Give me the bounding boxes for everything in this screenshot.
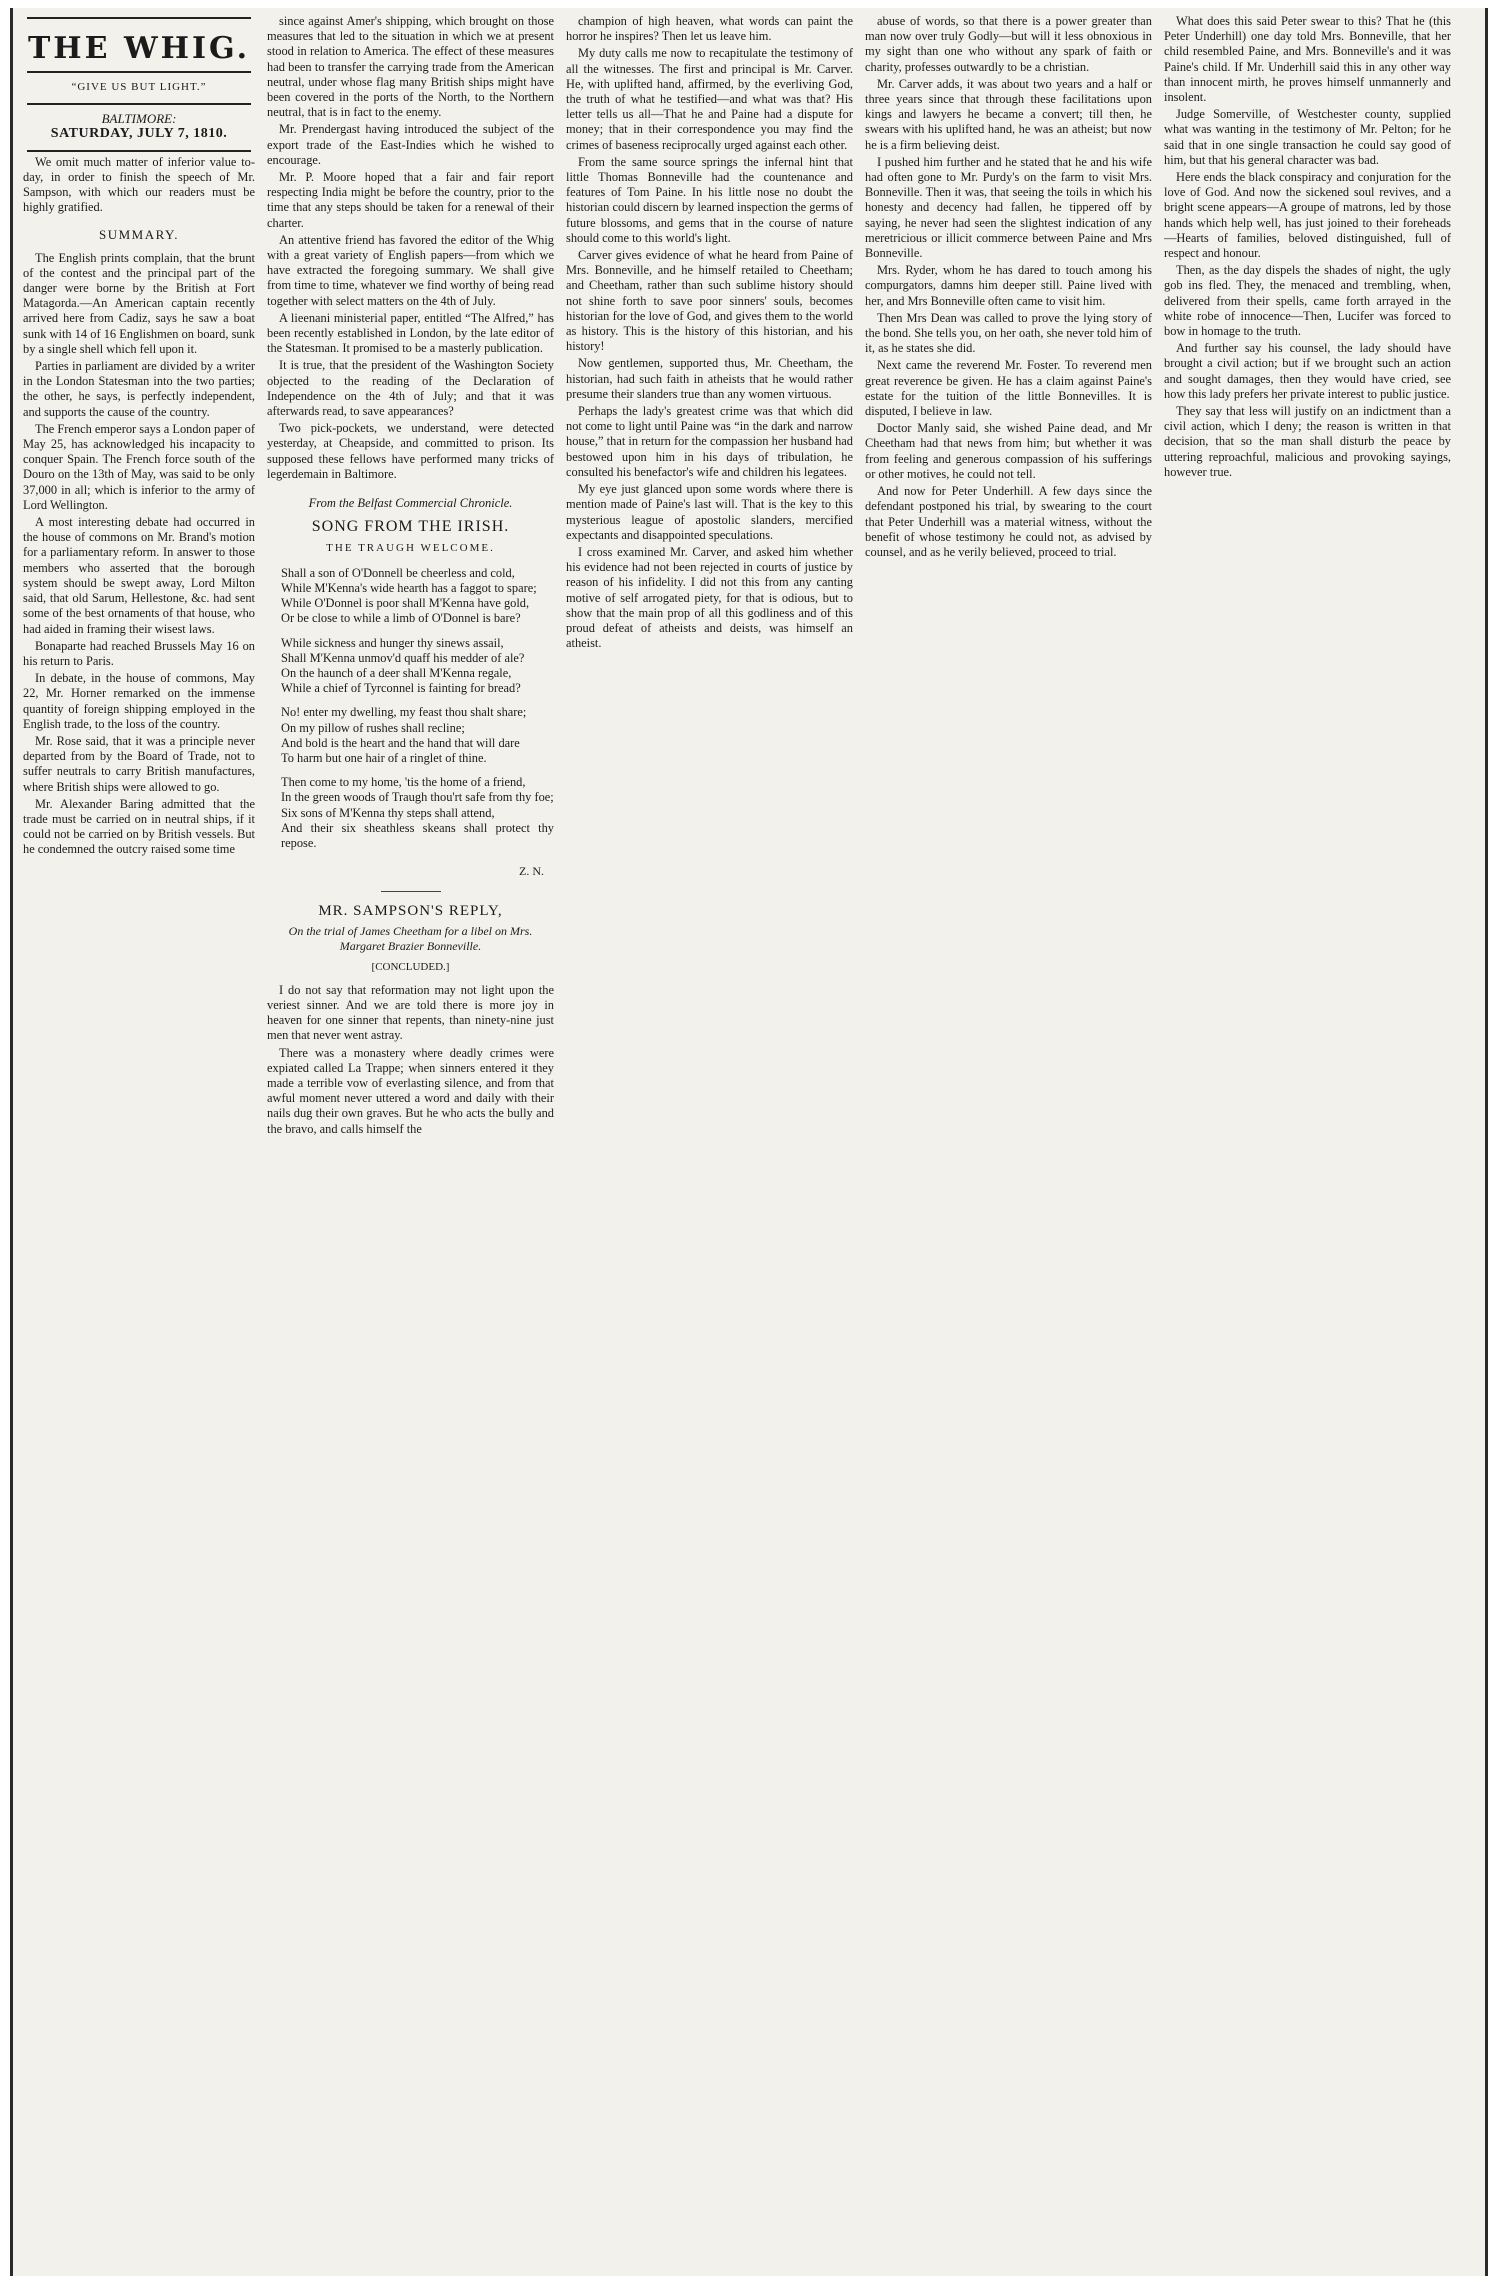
verse-line: Or be close to while a limb of O'Donnel is bare? [281, 611, 521, 626]
paragraph: Next came the reverend Mr. Foster. To reverend men great reverence be given. He has a claim against Paine's estate for the tuition of the little Bonnevilles. It is disputed, I believe in law. [865, 358, 1152, 419]
paragraph: Parties in parliament are divided by a writer in the London Statesman into the two parties; the other, he says, is perfectly independent, and supports the cause of the country. [23, 359, 255, 419]
paragraph: Then, as the day dispels the shades of night, the ugly gob ins fled. They, the menaced and trembling, when, delivered from their spells, came forth arrayed in the white robe of innocence—Then, Lucifer was forced to bow in homage to the truth. [1164, 263, 1451, 339]
verse-line: While a chief of Tyrconnel is fainting for bread? [281, 681, 521, 696]
song-source: From the Belfast Commercial Chronicle. [308, 496, 513, 511]
paragraph: It is true, that the president of the Washington Society objected to the reading of the Declaration of Independence on the 4th of July; and that it was afterwards read, to save appearances? [267, 358, 554, 419]
verse-line: Shall a son of O'Donnell be cheerless and cold, [281, 565, 515, 580]
summary-heading: SUMMARY. [98, 227, 180, 243]
paragraph: From the same source springs the infernal hint that little Thomas Bonneville had the countenance and features of Tom Paine. In his little nose no doubt the historian could discern by learned inspection the germs of future blossoms, and gems that in the course of nature should come to this world's light. [566, 154, 853, 245]
song-title: SONG FROM THE IRISH. [311, 518, 510, 536]
paragraph: Mrs. Ryder, whom he has dared to touch among his compurgators, damns him deeper still. Paine lived with her, and Mrs Bonneville often came to visit him. [865, 263, 1152, 308]
paragraph: They say that less will justify on an indictment than a civil action, which I deny; the reason is written in that decision, that so the man shall disturb the peace by uttering reproachful, malicious and provoking sayings, however true. [1164, 404, 1451, 479]
reply-subheading: On the trial of James Cheetham for a libel on Mrs. Margaret Brazier Bonneville. [288, 923, 533, 953]
paragraph: Here ends the black conspiracy and conjuration for the love of God. And now the sickened soul revives, and a bright scene appears—A groupe of matrons, led by those hands which help well, has just joined to their foreheads—Hearts of families, beloved distinguished, full of respect and honour. [1164, 170, 1451, 261]
summary-body [23, 251, 255, 858]
reply-continued-3 [1164, 14, 1451, 480]
editor-note: We omit much matter of inferior value to-day, in order to finish the speech of Mr. Sampson, with which our readers must be highly gratified. [23, 154, 255, 215]
paragraph: The French emperor says a London paper of May 25, has acknowledged his incapacity to conquer Spain. The French force south of the Douro on the 13th of May, was said to be only 37,000 in all; which is inferior to the army of Lord Wellington. [23, 421, 255, 512]
paragraph: There was a monastery where deadly crimes were expiated called La Trappe; when sinners entered it they made a terrible vow of everlasting silence, and from that awful moment never uttered a word and daily with their nails dug their own graves. But he who acts the bully and the bravo, and calls himself the [267, 1045, 554, 1136]
masthead-date: SATURDAY, JULY 7, 1810. [50, 126, 228, 142]
song-subtitle: THE TRAUGH WELCOME. [326, 541, 495, 554]
verse-line: No! enter my dwelling, my feast thou shalt share; [281, 705, 527, 720]
newspaper-page [10, 8, 1488, 2276]
paragraph: And now for Peter Underhill. A few days since the defendant postponed his trial, by swearing to the court that Peter Underhill was a material witness, without the benefit of whose testimony he could not, as advised by counsel, and as he verily believed, proceed to trial. [865, 484, 1152, 559]
verse-line: In the green woods of Traugh thou'rt safe from thy foe; [281, 790, 554, 805]
news-items [267, 14, 554, 482]
paragraph: Two pick-pockets, we understand, were detected yesterday, at Cheapside, and committed to prison. Its supposed these fellows have performed many tricks of legerdemain in Baltimore. [267, 421, 554, 481]
paragraph: The English prints complain, that the brunt of the contest and the principal part of the danger were borne by the British at Fort Matagorda.—An American captain recently arrived here from Cadiz, says he saw a boat sunk with 14 of 16 Englishmen on board, sunk by a single shell which fell upon it. [23, 250, 255, 356]
reply-concluded-label: [CONCLUDED.] [371, 960, 450, 973]
column-3 [566, 14, 853, 2268]
verse-line: Then come to my home, 'tis the home of a friend, [281, 775, 526, 790]
stanza-gap [267, 851, 554, 860]
column-2 [267, 14, 554, 2268]
verse-line: While O'Donnel is poor shall M'Kenna have gold, [281, 596, 530, 611]
paragraph: Then Mrs Dean was called to prove the lying story of the bond. She tells you, on her oath, she never told him of it, as he states she did. [865, 310, 1152, 356]
paragraph: What does this said Peter swear to this? That he (this Peter Underhill) one day told Mrs. Bonneville, that her child resembled Paine, and Mrs. Bonneville's and it was Paine's child. If Mr. Underhill said this in any other way than innocent mirth, he proves himself unmannerly and insolent. [1164, 14, 1451, 105]
reply-heading: MR. SAMPSON'S REPLY, [318, 903, 503, 920]
paragraph: Mr. Rose said, that it was a principle never departed from by the Board of Trade, not to suffer neutrals to carry British manufactures, where British ships were allowed to go. [23, 733, 255, 794]
paragraph: My eye just glanced upon some words where there is mention made of Paine's last will. That is the key to this mysterious league of apostolic slanders, mercified expectants and disappointed speculations. [566, 482, 853, 542]
masthead-rule-2 [27, 103, 251, 105]
paragraph: And further say his counsel, the lady should have brought a civil action; but if we brought such an action and sought damages, then they would have cried, see how this lady prefers her private interest to public justice. [1164, 341, 1451, 401]
verse-line: While M'Kenna's wide hearth has a faggot to spare; [281, 580, 537, 595]
verse-line: Shall M'Kenna unmov'd quaff his medder of ale? [281, 650, 525, 665]
paragraph: Carver gives evidence of what he heard from Paine of Mrs. Bonneville, and he himself retailed to Cheetham; and Cheetham, rather than such sublime history should not shine forth to save poor sinners' souls, becomes historian for the love of God, and gives them to the world as history. This is the history of this historian, and his history! [566, 248, 853, 354]
verse-line: On my pillow of rushes shall recline; [281, 720, 465, 735]
verse-line: And bold is the heart and the hand that will dare [281, 735, 520, 750]
reply-body [267, 983, 554, 1137]
column-5 [1164, 14, 1451, 2268]
verse-line: On the haunch of a deer shall M'Kenna regale, [281, 665, 512, 680]
stanza-gap [267, 627, 554, 636]
masthead-top-rule [27, 17, 251, 19]
masthead-title: THE WHIG. [27, 31, 251, 66]
paragraph: Perhaps the lady's greatest crime was that which did not come to light until Paine was “in the dark and narrow house,” that in return for the compassion her husband had bestowed upon him in his days of tribulation, he consulted his benefactor's wife and children his legatees. [566, 404, 853, 479]
paragraph: Now gentlemen, supported thus, Mr. Cheetham, the historian, had such faith in atheists that he would rather presume their slanders true than any women virtuous. [566, 356, 853, 401]
paragraph: since against Amer's shipping, which brought on those measures that led to the situation in which we at present stood in relation to America. The effect of these measures had been to transfer the carrying trade from the American neutral, under whose flag many British ships might have been covered in the ports of the North, to the Northern neutral, that is in fact to the enemy. [267, 14, 554, 120]
paragraph: Mr. Alexander Baring admitted that the trade must be carried on in neutral ships, if it could not be carried on by British vessels. But he condemned the outcry raised some time [23, 796, 255, 857]
paragraph: Bonaparte had reached Brussels May 16 on his return to Paris. [23, 638, 255, 668]
column-4 [865, 14, 1152, 2268]
verse-line: And their six sheathless skeans shall protect thy repose. [281, 820, 554, 850]
column-1 [23, 14, 255, 2268]
paragraph: abuse of words, so that there is a power greater than man now over truly Godly—but will it less obnoxious in my sight than one who without any spark of faith or charity, professes outwardly to be a christian. [865, 14, 1152, 74]
masthead-bottom-rule [27, 150, 251, 152]
song-verses [267, 566, 554, 860]
paragraph: Doctor Manly said, she wished Paine dead, and Mr Cheetham had that news from him; but whether it was from feeling and generous compassion of his sufferings or other motives, he could not tell. [865, 421, 1152, 481]
paragraph: A lieenani ministerial paper, entitled “The Alfred,” has been recently established in London, by the late editor of the Statesman. It promised to be a masterly publication. [267, 310, 554, 356]
masthead-rule [27, 71, 251, 73]
paragraph: champion of high heaven, what words can paint the horror he inspires? Then let us leave him. [566, 14, 853, 44]
paragraph: Judge Somerville, of Westchester county, supplied what was wanting in the testimony of Mr. Pelton; for he said that in one single transaction he could say good of him, but that his general character was bad. [1164, 107, 1451, 167]
stanza-gap [267, 696, 554, 705]
paragraph: My duty calls me now to recapitulate the testimony of all the witnesses. The first and principal is Mr. Carver. He, with uplifted hand, affirmed, by the everliving God, the truth of what he testified—and what was that? His letter tells us all—That he and Paine had a dispute for money; that in their correspondence you may find the crimes of baseness reciprocally urged against each other. [566, 46, 853, 152]
masthead-place: BALTIMORE: [101, 111, 177, 127]
verse-line: To harm but one hair of a ringlet of thine. [281, 750, 487, 765]
paragraph: Mr. Carver adds, it was about two years and a half or three years since that through these facilitations upon kings and lawyers he became a convert; till then, he swears with his uplifted hand, he was an atheist; but now he is a firm believing deist. [865, 76, 1152, 152]
paragraph: An attentive friend has favored the editor of the Whig with a great variety of English papers—from which we have extracted the foregoing summary. We shall give from time to time, whatever we find worthy of being read together with select matters on the 4th of July. [267, 232, 554, 308]
divider [381, 891, 441, 892]
paragraph: In debate, in the house of commons, May 22, Mr. Horner remarked on the immense quantity of foreign shipping employed in the English trade, to the loss of the country. [23, 671, 255, 731]
verse-line: Six sons of M'Kenna thy steps shall attend, [281, 805, 495, 820]
reply-continued [566, 14, 853, 651]
reply-continued-2 [865, 14, 1152, 560]
paragraph: I do not say that reformation may not light upon the veriest sinner. And we are told there is more joy in heaven for one sinner that repents, than ninety-nine just men that never went astray. [267, 982, 554, 1043]
masthead-motto: “GIVE US BUT LIGHT.” [71, 81, 207, 93]
stanza-gap [267, 766, 554, 775]
paragraph: I pushed him further and he stated that he and his wife had often gone to Mr. Purdy's on the farm to visit Mrs. Bonneville. Then it was, that seeing the toils in which his honesty and decency had fallen, he tippered off by saying, he never had seen the slightest indication of any meretricious or illicit commerce between Paine and Mrs Bonneville. [865, 154, 1152, 261]
columns [23, 14, 1475, 2268]
paragraph: Mr. P. Moore hoped that a fair and fair report respecting India might be before the country, prior to the time that any steps should be taken for a renewal of their charter. [267, 170, 554, 230]
paragraph: Mr. Prendergast having introduced the subject of the export trade of the East-Indies which he wished to encourage. [267, 122, 554, 167]
paragraph: A most interesting debate had occurred in the house of commons on Mr. Brand's motion for a parliamentary reform. In answer to those members who asserted that the borough system should be swept away, Lord Milton said, that old Sarum, Hellestone, &c. had sent some of the best ornaments of that house, who had aided in framing their wisest laws. [23, 515, 255, 636]
song-signature: Z. N. [519, 864, 544, 879]
paragraph: I cross examined Mr. Carver, and asked him whether his evidence had not been rejected in courts of justice by reason of his infidelity. I did not this from any canting motive of self arrogated piety, for that is odious, but to show that the main prop of all this godliness and of this proud defeat of atheists and deists, was himself an atheist. [566, 544, 853, 651]
verse-line: While sickness and hunger thy sinews assail, [281, 635, 504, 650]
